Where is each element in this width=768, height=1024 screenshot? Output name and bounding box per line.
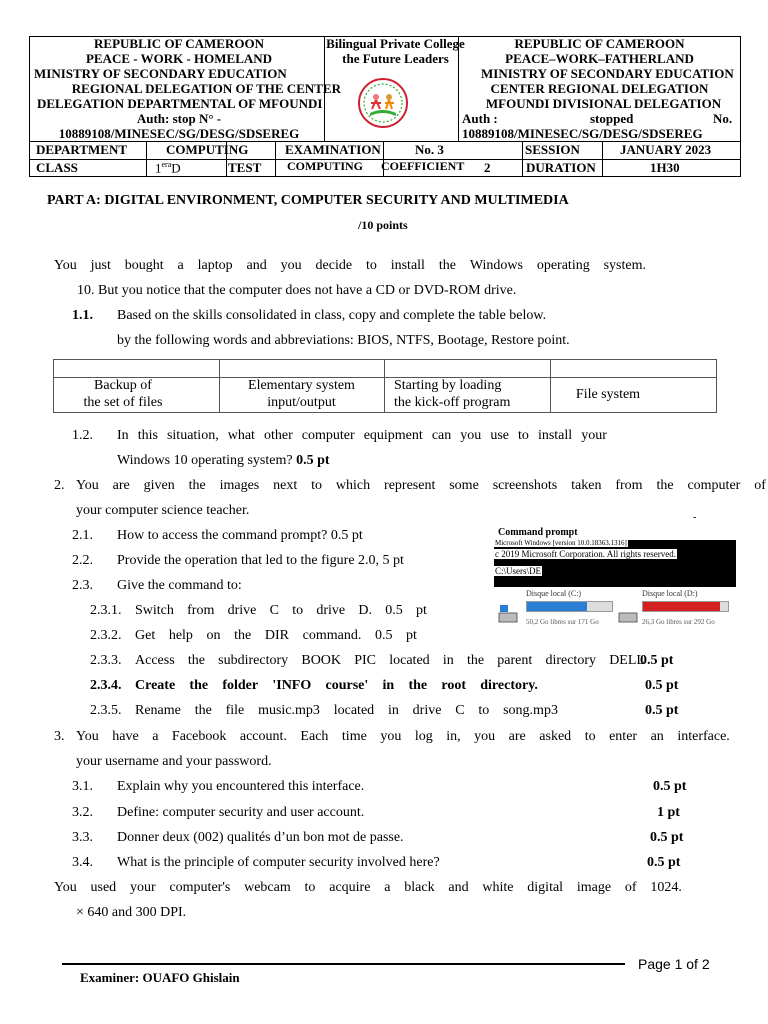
q2-word: given [143, 478, 175, 493]
examination-number: No. 3 [415, 142, 444, 157]
cmd-prompt: C:\Users\DE [495, 566, 541, 576]
part-title: PART A: DIGITAL ENVIRONMENT, COMPUTER SECURITY AND MULTIMEDIA [47, 193, 569, 208]
q232-word: command. [302, 628, 362, 643]
q2-word: images [219, 478, 260, 493]
q3-word: a [152, 729, 159, 744]
q233-word: in [442, 653, 454, 668]
question-2-3-2 [135, 628, 417, 644]
drive-c-icon [496, 603, 520, 627]
intro-word: operating [536, 258, 590, 273]
header-left-delegation: DELEGATION DEPARTMENTAL OF MFOUNDI [37, 96, 323, 111]
duration-label: DURATION [526, 160, 596, 175]
question-2-3-3 [135, 653, 645, 669]
q232-word: help [168, 628, 193, 643]
final-word: used [90, 880, 117, 895]
q235-word: song.mp3 [503, 703, 558, 718]
q12-word: what [227, 428, 255, 443]
header-right-ministry: MINISTRY OF SECONDARY EDUCATION [481, 66, 734, 81]
q2-word: computer [687, 478, 741, 493]
table-cell-bios: Elementary system input/output [248, 378, 355, 410]
table-cell-backup: Backup of the set of files [83, 378, 163, 410]
question-number: 3.1. [72, 779, 93, 794]
question-number: 1.1. [72, 308, 93, 323]
q2-word: next [273, 478, 298, 493]
question-number: 2. [54, 478, 65, 493]
header-left-auth: Auth: stop N° - [136, 111, 222, 126]
final-word: acquire [329, 880, 371, 895]
final-word: digital [527, 880, 564, 895]
final-word: black [404, 880, 435, 895]
question-number: 1.2. [72, 428, 93, 443]
q3-word: log [414, 729, 433, 744]
final-word: 1024. [650, 880, 682, 895]
points-3-1: 0.5 pt [653, 779, 687, 794]
question-number: 2.3.3. [90, 653, 122, 668]
q235-word: Rename [135, 703, 181, 718]
header-right-divisional: MFOUNDI DIVISIONAL DELEGATION [485, 96, 722, 111]
q234-word: course' [325, 678, 369, 693]
q12-word: computer [301, 428, 355, 443]
final-word: webcam [244, 880, 291, 895]
q2-word: taken [571, 478, 602, 493]
header-right-no: No. [713, 111, 733, 126]
q233-word: located [389, 653, 430, 668]
q12-word: install [537, 428, 573, 443]
q12-word: use [490, 428, 509, 443]
final-word: a [384, 880, 391, 895]
q231-word: to [292, 603, 304, 618]
divider [522, 141, 523, 177]
footer-rule [62, 963, 625, 965]
intro-word: just [90, 258, 111, 273]
final-word: white [482, 880, 514, 895]
q234-word: 'INFO [272, 678, 312, 693]
question-number: 3.3. [72, 830, 93, 845]
question-number: 2.2. [72, 553, 93, 568]
q232-word: 0.5 [374, 628, 393, 643]
header-left-regional: REGIONAL DELEGATION OF THE CENTER [71, 81, 341, 96]
header-right-stopped: stopped [590, 111, 634, 126]
intro-word: laptop [197, 258, 233, 273]
q3-word: in, [446, 729, 461, 744]
question-3-1: Explain why you encountered this interface. [117, 779, 365, 794]
drive-d-label: Disque local (D:) [642, 589, 698, 598]
session-label: SESSION [525, 142, 580, 157]
q3-word: You [76, 729, 99, 744]
question-3-4: What is the principle of computer security involved here? [117, 855, 440, 870]
question-2-3-4 [135, 678, 538, 694]
q233-word: the [466, 653, 485, 668]
drive-d-free: 26,3 Go libres sur 292 Go [642, 618, 715, 626]
q12-word: you [460, 428, 482, 443]
q3-word: have [112, 729, 139, 744]
final-word: to [304, 880, 316, 895]
examiner-name: Examiner: OUAFO Ghislain [80, 970, 240, 985]
question-number: 2.3.1. [90, 603, 122, 618]
drive-c-usage-bar [526, 601, 613, 612]
final-word: of [624, 880, 637, 895]
college-motto: the Future Leaders [342, 51, 449, 66]
intro-word: and [246, 258, 267, 273]
q12-word: In [117, 428, 129, 443]
intro-word: install [390, 258, 425, 273]
q2-word: which [335, 478, 371, 493]
q12-word: your [581, 428, 607, 443]
header-right-country: REPUBLIC OF CAMEROON [514, 36, 685, 51]
cmd-title: Command prompt [498, 527, 578, 538]
q2-word: You [76, 478, 99, 493]
intro-paragraph [54, 258, 646, 274]
divider [275, 141, 276, 177]
college-logo [357, 77, 409, 129]
q232-word: DIR [264, 628, 289, 643]
table-cell-boot: Starting by loading the kick-off program [394, 378, 511, 410]
q235-word: in [387, 703, 399, 718]
header-right-auth: Auth : [462, 111, 498, 126]
question-2-3-5 [135, 703, 558, 719]
intro-word: you [280, 258, 302, 273]
question-number: 2.1. [72, 528, 93, 543]
question-1-1-line2: by the following words and abbreviations: BIOS, NTFS, Bootage, Restore point. [117, 333, 570, 348]
q3-word: Each [300, 729, 329, 744]
q2-word: represent [384, 478, 436, 493]
q12-word: other [263, 428, 293, 443]
q231-word: 0.5 [385, 603, 403, 618]
test-label: TEST [228, 160, 262, 175]
q12-word: situation, [166, 428, 219, 443]
question-3 [76, 729, 730, 745]
intro-word: bought [124, 258, 164, 273]
drive-d-usage-bar [642, 601, 729, 612]
q234-word: Create [135, 678, 176, 693]
divider [602, 141, 603, 177]
final-paragraph [54, 880, 682, 896]
question-2 [76, 478, 766, 494]
examination-label: EXAMINATION [285, 142, 381, 157]
q234-word: in [382, 678, 395, 693]
intro-word: Windows [469, 258, 523, 273]
points-3-2: 1 pt [657, 805, 680, 820]
table-cell-filesystem: File system [575, 387, 641, 402]
intro-line2: 10. But you notice that the computer does not have a CD or DVD-ROM drive. [77, 283, 517, 298]
final-word: computer's [169, 880, 231, 895]
intro-word: system. [603, 258, 646, 273]
question-number: 2.3. [72, 578, 93, 593]
final-word: You [54, 880, 77, 895]
drive-c-free: 50,2 Go libres sur 171 Go [526, 618, 599, 626]
divider [146, 141, 147, 177]
q2-word: the [656, 478, 674, 493]
q234-word: the [408, 678, 428, 693]
q231-word: drive [227, 603, 257, 618]
header-right-regional: CENTER REGIONAL DELEGATION [490, 81, 709, 96]
q233-word: parent [497, 653, 533, 668]
cmd-version: Microsoft Windows [version 10.0.18363.1316] [495, 539, 627, 547]
question-number: 3.2. [72, 805, 93, 820]
q2-word: of [754, 478, 766, 493]
q233-word: PIC [354, 653, 377, 668]
q232-word: Get [135, 628, 156, 643]
department-value: COMPUTING [166, 142, 249, 157]
question-2-1: How to access the command prompt? 0.5 pt [117, 528, 363, 543]
drive-d-usage-fill [643, 602, 720, 611]
q3-word: Facebook [171, 729, 227, 744]
question-2-3-1 [135, 603, 427, 619]
q233-word: subdirectory [218, 653, 289, 668]
points-2-3-4: 0.5 pt [645, 678, 679, 693]
question-3-2: Define: computer security and user account. [117, 805, 365, 820]
question-3-line2: your username and your password. [76, 754, 272, 769]
q235-word: located [333, 703, 375, 718]
question-2-3: Give the command to: [117, 578, 242, 593]
duration-value: 1H30 [650, 160, 680, 175]
intro-word: You [54, 258, 77, 273]
q12-word: equipment [363, 428, 423, 443]
question-number: 3.4. [72, 855, 93, 870]
points-3-3: 0.5 pt [650, 830, 684, 845]
header-left-auth-number: 10889108/MINESEC/SG/DESG/SDSEREG [58, 126, 300, 141]
final-word: and [448, 880, 469, 895]
q3-word: are [508, 729, 526, 744]
q12-word: this [137, 428, 158, 443]
q235-word: to [478, 703, 490, 718]
q2-word: screenshots [492, 478, 558, 493]
cmd-window [494, 540, 736, 587]
q2-word: the [188, 478, 206, 493]
question-2-line2: your computer science teacher. [76, 503, 250, 518]
q233-word: directory [545, 653, 596, 668]
q3-word: time [341, 729, 367, 744]
q235-word: the [194, 703, 212, 718]
q231-word: C [269, 603, 279, 618]
intro-word: decide [315, 258, 353, 273]
intro-word: to [365, 258, 377, 273]
question-1-2 [117, 428, 607, 444]
coefficient-label: COEFFICIENT [381, 159, 465, 173]
q233-word: BOOK [301, 653, 342, 668]
q231-word: pt [416, 603, 427, 618]
drives-screenshot [496, 589, 736, 633]
header-left-country: REPUBLIC OF CAMEROON [94, 36, 264, 51]
page-number: Page 1 of 2 [638, 956, 710, 972]
q231-word: D. [358, 603, 372, 618]
q231-word: from [187, 603, 215, 618]
drive-c-usage-fill [527, 602, 587, 611]
q2-word: to [311, 478, 323, 493]
screenshot-dash: - [693, 512, 697, 523]
question-number: 2.3.2. [90, 628, 122, 643]
question-2-2: Provide the operation that led to the figure 2.0, 5 pt [117, 553, 404, 568]
q232-word: pt [406, 628, 417, 643]
q232-word: on [206, 628, 221, 643]
q12-word: can [431, 428, 452, 443]
points-3-4: 0.5 pt [647, 855, 681, 870]
command-prompt-screenshot [494, 525, 736, 587]
coefficient-value: 2 [484, 160, 491, 175]
q235-word: drive [412, 703, 442, 718]
q235-word: C [455, 703, 465, 718]
q233-word: the [187, 653, 205, 668]
q234-word: the [189, 678, 209, 693]
question-number: 3. [54, 729, 65, 744]
q3-word: you [474, 729, 496, 744]
q3-word: asked [539, 729, 572, 744]
department-label: DEPARTMENT [36, 142, 128, 157]
q231-word: Switch [135, 603, 174, 618]
q233-word: Access [135, 653, 175, 668]
class-value: $1^{era}D$ [155, 160, 181, 176]
q2-word: from [615, 478, 643, 493]
header-right-motto: PEACE–WORK–FATHERLAND [505, 51, 694, 66]
q234-word: folder [222, 678, 259, 693]
q3-word: account. [239, 729, 287, 744]
header-left-motto: PEACE - WORK - HOMELAND [85, 51, 273, 66]
intro-word: a [177, 258, 184, 273]
part-points: /10 points [358, 218, 408, 232]
q235-word: file [225, 703, 245, 718]
q234-word: root [441, 678, 466, 693]
q3-word: you [380, 729, 402, 744]
points-2-3-3: 0.5 pt [640, 653, 674, 668]
question-number: 2.3.4. [90, 678, 122, 693]
intro-word: the [438, 258, 456, 273]
final-word: your [129, 880, 156, 895]
q2-word: some [449, 478, 479, 493]
cmd-copyright: c 2019 Microsoft Corporation. All rights reserved. [495, 549, 676, 559]
q12-word: to [518, 428, 529, 443]
question-1-2-line2: Windows 10 operating system? 0.5 pt [117, 453, 330, 468]
q234-word: directory. [480, 678, 538, 693]
header-right-auth-number: 10889108/MINESEC/SG/DESG/SDSEREG [462, 126, 703, 141]
test-value: COMPUTING [287, 159, 363, 173]
final-word: image [576, 880, 612, 895]
q3-word: interface. [677, 729, 730, 744]
q2-word: are [112, 478, 130, 493]
q233-word: DELL [609, 653, 645, 668]
q3-word: an [650, 729, 664, 744]
drive-c-label: Disque local (C:) [526, 589, 582, 598]
q3-word: to [584, 729, 596, 744]
q231-word: drive [316, 603, 346, 618]
college-name: Bilingual Private College [326, 36, 465, 51]
q232-word: the [234, 628, 252, 643]
drive-d-icon [616, 603, 640, 627]
class-label: CLASS [36, 160, 78, 175]
q3-word: enter [609, 729, 638, 744]
points-2-3-5: 0.5 pt [645, 703, 679, 718]
q235-word: music.mp3 [258, 703, 320, 718]
question-number: 2.3.5. [90, 703, 122, 718]
session-value: JANUARY 2023 [620, 142, 712, 157]
question-1-1: Based on the skills consolidated in class, copy and complete the table below. [117, 308, 547, 323]
question-3-3: Donner deux (002) qualités d’un bon mot de passe. [117, 830, 404, 845]
header-left-ministry: MINISTRY OF SECONDARY EDUCATION [34, 66, 287, 81]
final-line2: × 640 and 300 DPI. [76, 905, 187, 920]
